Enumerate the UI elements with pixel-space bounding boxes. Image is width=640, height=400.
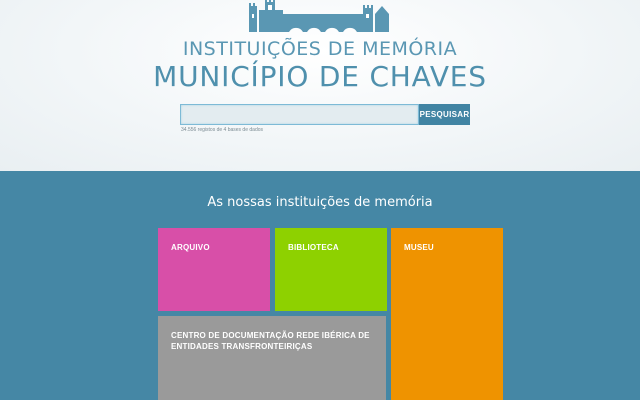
tile-centro-documentacao[interactable] bbox=[158, 316, 386, 400]
header-area bbox=[0, 0, 640, 171]
site-title-line-1: INSTITUIÇÕES DE MEMÓRIA bbox=[182, 38, 458, 60]
tile-biblioteca[interactable] bbox=[275, 228, 387, 311]
castle-bridge-logo-icon bbox=[245, 0, 395, 34]
tile-label: CENTRO DE DOCUMENTAÇÃO REDE IBÉRICA DE ENTIDADES TRANSFRONTEIRIÇAS bbox=[171, 331, 370, 351]
tile-arquivo[interactable] bbox=[158, 228, 270, 311]
search-input[interactable] bbox=[180, 104, 419, 125]
search-button[interactable]: PESQUISAR bbox=[419, 104, 470, 125]
tile-label: MUSEU bbox=[404, 243, 434, 252]
chaves-logo[interactable] bbox=[245, 0, 395, 34]
records-count: 34.556 registos de 4 bases de dados bbox=[181, 127, 264, 133]
section-title: As nossas instituições de memória bbox=[207, 195, 433, 210]
site-title-line-2: MUNICÍPIO DE CHAVES bbox=[153, 60, 487, 93]
tile-label: ARQUIVO bbox=[171, 243, 210, 252]
tile-label: BIBLIOTECA bbox=[288, 243, 339, 252]
institutions-section bbox=[0, 171, 640, 400]
tile-museu[interactable] bbox=[391, 228, 503, 400]
